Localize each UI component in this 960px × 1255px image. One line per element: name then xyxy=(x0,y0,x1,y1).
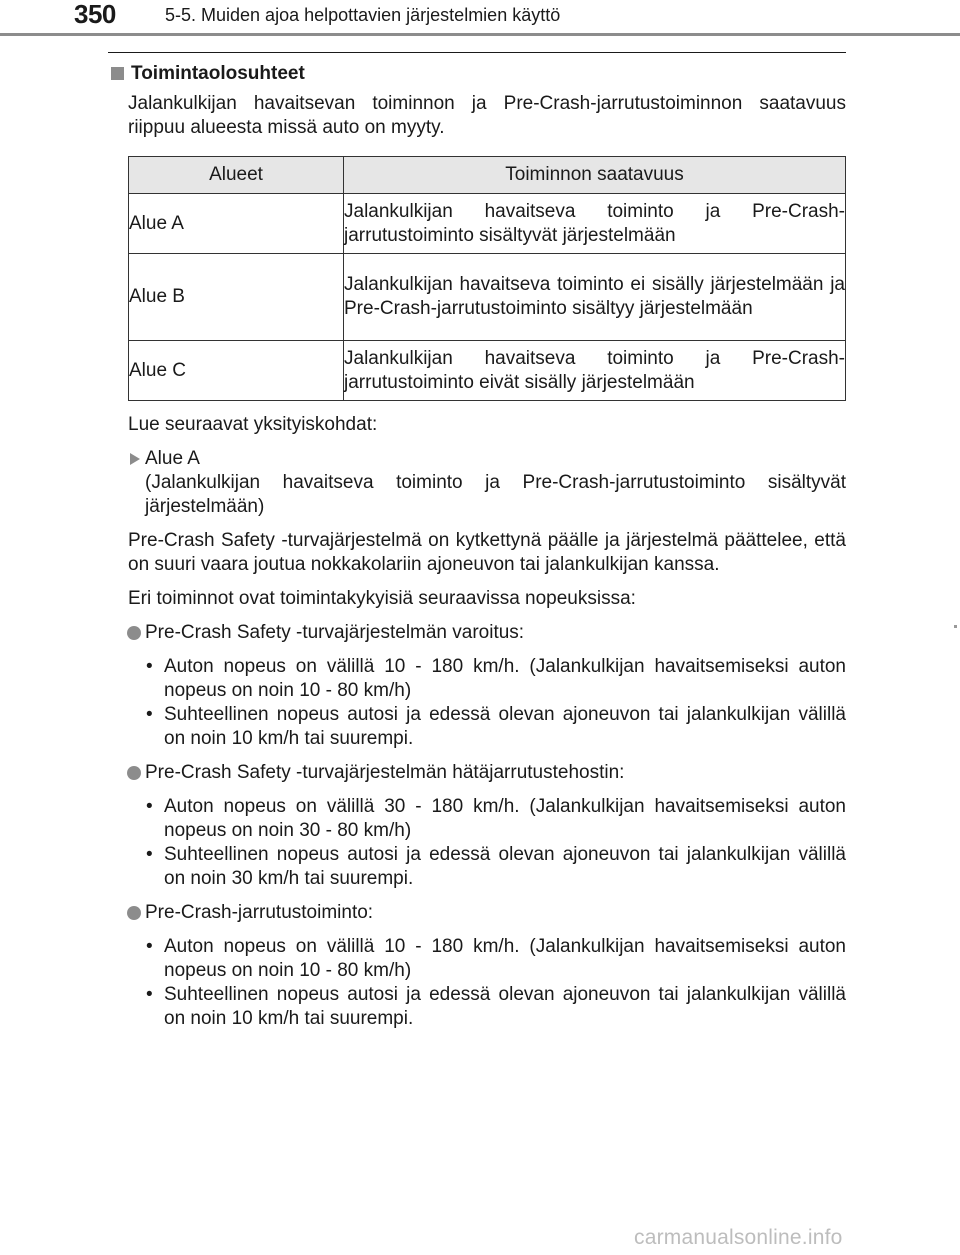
bullet-text: Suhteellinen nopeus autosi ja edessä olevan ajoneuvon tai jalankulkijan välillä on noin 10 km/h tai suurempi. xyxy=(164,704,846,749)
bullet-text: Auton nopeus on välillä 30 - 180 km/h. (Jalankulkijan havaitsemiseksi auton nopeus on noin 30 - 80 km/h) xyxy=(164,796,846,841)
list-item xyxy=(146,655,846,703)
area-a-title: Alue A xyxy=(145,448,200,469)
table-cell-availability: Jalankulkijan havaitseva toiminto ja Pre-Crash-jarrutustoiminto eivät sisälly järjestelmään xyxy=(344,341,846,401)
area-availability-table xyxy=(128,156,846,401)
function-title xyxy=(145,761,846,785)
table-cell-area: Alue A xyxy=(129,194,344,254)
bullet-glyph: • xyxy=(146,704,153,725)
header-divider xyxy=(0,33,960,36)
details-intro: Lue seuraavat yksityiskohdat: xyxy=(128,414,378,435)
list-item xyxy=(146,843,846,891)
list-item xyxy=(146,983,846,1031)
table-row xyxy=(129,194,846,254)
table-row xyxy=(129,341,846,401)
table-row xyxy=(129,254,846,341)
function-title-text: Pre-Crash Safety -turvajärjestelmän varoitus: xyxy=(145,622,525,643)
table-header-row xyxy=(129,157,846,194)
function-group xyxy=(108,621,846,751)
table-cell-availability: Jalankulkijan havaitseva toiminto ei sisälly järjestelmään ja Pre-Crash-jarrutustoiminto sisältyy järjestelmään xyxy=(344,254,846,341)
bullet-glyph: • xyxy=(146,844,153,865)
function-group xyxy=(108,761,846,891)
list-item xyxy=(146,935,846,983)
square-bullet-icon xyxy=(111,67,124,80)
bullet-glyph: • xyxy=(146,656,153,677)
watermark[interactable]: carmanualsonline.info xyxy=(634,1226,843,1249)
bullet-glyph: • xyxy=(146,936,153,957)
table-header-availability: Toiminnon saatavuus xyxy=(344,157,846,194)
edge-mark xyxy=(954,625,957,628)
function-bullets xyxy=(108,795,846,891)
circle-bullet-icon xyxy=(127,766,141,780)
bullet-text: Suhteellinen nopeus autosi ja edessä olevan ajoneuvon tai jalankulkijan välillä on noin 10 km/h tai suurempi. xyxy=(164,984,846,1029)
details-paragraph-2: Eri toiminnot ovat toimintakykyisiä seuraavissa nopeuksissa: xyxy=(128,588,636,609)
page-number: 350 xyxy=(74,0,116,29)
bullet-text: Suhteellinen nopeus autosi ja edessä olevan ajoneuvon tai jalankulkijan välillä on noin 30 km/h tai suurempi. xyxy=(164,844,846,889)
function-title xyxy=(145,901,846,925)
table-cell-area: Alue B xyxy=(129,254,344,341)
page-content xyxy=(108,62,846,1031)
circle-bullet-icon xyxy=(127,906,141,920)
content-divider xyxy=(108,52,846,53)
triangle-bullet-icon xyxy=(130,453,140,465)
list-item xyxy=(146,703,846,751)
section-heading xyxy=(131,62,846,86)
circle-bullet-icon xyxy=(127,626,141,640)
function-title xyxy=(145,621,846,645)
bullet-glyph: • xyxy=(146,984,153,1005)
bullet-text: Auton nopeus on välillä 10 - 180 km/h. (Jalankulkijan havaitsemiseksi auton nopeus on noin 10 - 80 km/h) xyxy=(164,656,846,701)
section-title: Toimintaolosuhteet xyxy=(131,63,305,84)
details-paragraph-1: Pre-Crash Safety -turvajärjestelmä on kytkettynä päälle ja järjestelmä päättelee, että on suuri vaara joutua nokkakolariin ajoneuvon tai jalankulkijan kanssa. xyxy=(128,530,846,575)
function-title-text: Pre-Crash-jarrutustoiminto: xyxy=(145,902,374,923)
function-title-text: Pre-Crash Safety -turvajärjestelmän hätäjarrutustehostin: xyxy=(145,762,625,783)
table-header-area: Alueet xyxy=(129,157,344,194)
function-group xyxy=(108,901,846,1031)
table-cell-availability: Jalankulkijan havaitseva toiminto ja Pre-Crash-jarrutustoiminto sisältyvät järjestelmään xyxy=(344,194,846,254)
bullet-text: Auton nopeus on välillä 10 - 180 km/h. (Jalankulkijan havaitsemiseksi auton nopeus on noin 10 - 80 km/h) xyxy=(164,936,846,981)
page-header xyxy=(0,0,960,36)
area-a-note: (Jalankulkijan havaitseva toiminto ja Pre-Crash-jarrutustoiminto sisältyvät järjestelmään) xyxy=(145,472,846,517)
function-bullets xyxy=(108,935,846,1031)
section-intro: Jalankulkijan havaitsevan toiminnon ja Pre-Crash-jarrutustoiminnon saatavuus riippuu alueesta missä auto on myyty. xyxy=(128,93,846,138)
table-cell-area: Alue C xyxy=(129,341,344,401)
list-item xyxy=(146,795,846,843)
area-a-block xyxy=(145,447,846,519)
function-bullets xyxy=(108,655,846,751)
chapter-title: 5-5. Muiden ajoa helpottavien järjestelmien käyttö xyxy=(165,5,561,25)
bullet-glyph: • xyxy=(146,796,153,817)
